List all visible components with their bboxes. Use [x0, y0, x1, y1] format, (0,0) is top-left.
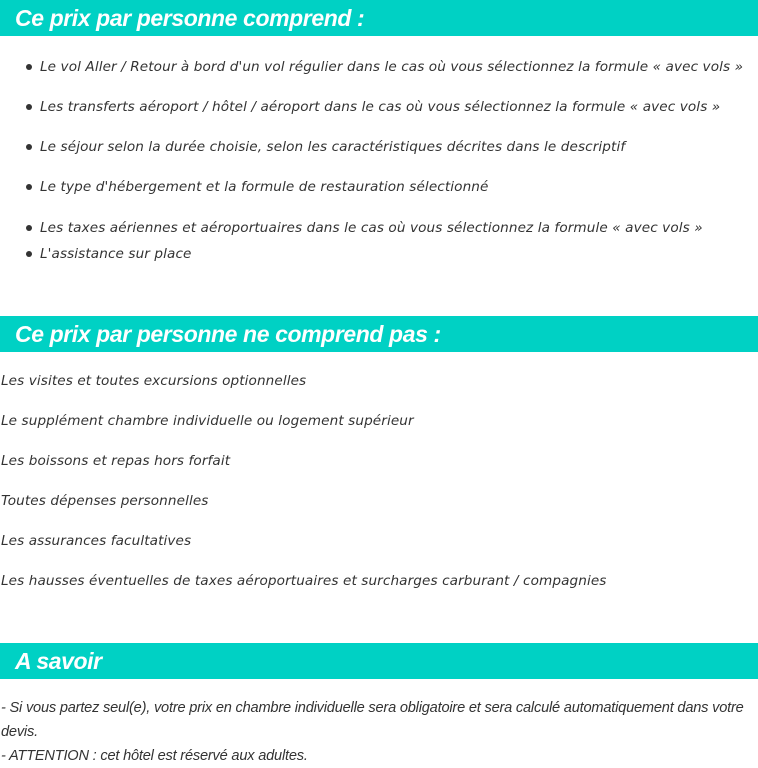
includes-section-title: Ce prix par personne comprend : — [15, 4, 365, 31]
notes-section-header — [0, 643, 758, 679]
list-item — [26, 246, 191, 262]
list-item-text: Les taxes aériennes et aéroportuaires dans le cas où vous sélectionnez la formule « avec vols » — [40, 220, 703, 236]
list-item: Toutes dépenses personnelles — [1, 493, 209, 509]
list-item — [26, 179, 488, 195]
includes-section-header — [0, 0, 758, 36]
list-item: Les hausses éventuelles de taxes aéroportuaires et surcharges carburant / compagnies — [1, 573, 607, 589]
bullet-icon — [26, 184, 32, 190]
list-item-text: Le séjour selon la durée choisie, selon les caractéristiques décrites dans le descriptif — [40, 139, 626, 155]
list-item-text: L'assistance sur place — [40, 246, 192, 262]
notes-section-title: A savoir — [15, 647, 102, 674]
bullet-icon — [26, 144, 32, 150]
bullet-icon — [26, 64, 32, 70]
list-item: Les visites et toutes excursions optionnelles — [1, 373, 307, 389]
bullet-icon — [26, 251, 32, 257]
excludes-section-header — [0, 316, 758, 352]
excludes-section-title: Ce prix par personne ne comprend pas : — [15, 320, 441, 347]
list-item-text: Les transferts aéroport / hôtel / aéroport dans le cas où vous sélectionnez la formule « avec vols » — [40, 99, 721, 115]
list-item — [26, 99, 720, 115]
bullet-icon — [26, 104, 32, 110]
list-item — [26, 220, 703, 236]
list-item — [26, 139, 625, 155]
list-item: Les assurances facultatives — [1, 533, 192, 549]
bullet-icon — [26, 225, 32, 231]
list-item — [26, 59, 743, 75]
note-single-room: - Si vous partez seul(e), votre prix en chambre individuelle sera obligatoire et sera calculé automatiquement dans votre devis. — [1, 700, 744, 740]
list-item: Les boissons et repas hors forfait — [1, 453, 231, 469]
note-adults-only: - ATTENTION : cet hôtel est réservé aux adultes. — [1, 748, 308, 764]
list-item: Le supplément chambre individuelle ou logement supérieur — [1, 413, 414, 429]
list-item-text: Le type d'hébergement et la formule de restauration sélectionné — [40, 179, 489, 195]
list-item-text: Le vol Aller / Retour à bord d'un vol régulier dans le cas où vous sélectionnez la formule « avec vols » — [40, 59, 744, 75]
